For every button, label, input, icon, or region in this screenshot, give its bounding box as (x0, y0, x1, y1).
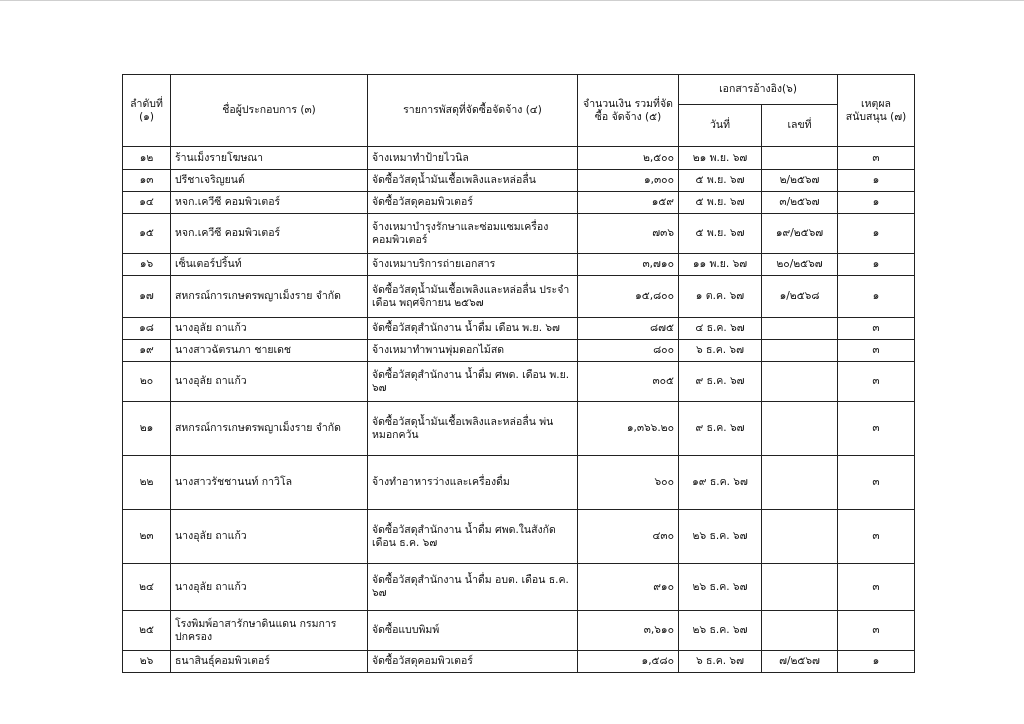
ref-date-cell: ๕ พ.ย. ๖๗ (679, 170, 762, 192)
ref-number-cell (762, 402, 838, 456)
item-cell: จัดซื้อวัสดุน้ำมันเชื้อเพลิงและหล่อลื่น พ่นหมอกควัน (368, 402, 578, 456)
vendor-cell: โรงพิมพ์อาสารักษาดินแดน กรมการปกครอง (171, 611, 368, 651)
row-number-cell: ๑๙ (123, 340, 171, 362)
amount-cell: ๑,๓๖๖.๒๐ (578, 402, 679, 456)
amount-cell: ๘๐๐ (578, 340, 679, 362)
row-number-cell: ๑๔ (123, 192, 171, 214)
table-body (123, 147, 915, 673)
vendor-cell: นางอุลัย ถาแก้ว (171, 362, 368, 402)
table-row (123, 147, 915, 170)
row-number-cell: ๒๔ (123, 564, 171, 611)
table-row (123, 340, 915, 362)
table-row (123, 170, 915, 192)
vendor-cell: หจก.เควีซี คอมพิวเตอร์ (171, 214, 368, 254)
table-row (123, 402, 915, 456)
vendor-cell: สหกรณ์การเกษตรพญาเม็งราย จำกัด (171, 276, 368, 318)
item-cell: จัดซื้อวัสดุน้ำมันเชื้อเพลิงและหล่อลื่น ประจำเดือน พฤศจิกายน ๒๕๖๗ (368, 276, 578, 318)
ref-number-cell (762, 611, 838, 651)
header-ref-number: เลขที่ (762, 105, 838, 147)
reason-cell: ๓ (838, 510, 915, 564)
table-row (123, 510, 915, 564)
header-vendor: ชื่อผู้ประกอบการ (๓) (171, 75, 368, 147)
item-cell: จ้างเหมาทำป้ายไวนิล (368, 147, 578, 170)
ref-date-cell: ๒๖ ธ.ค. ๖๗ (679, 510, 762, 564)
scan-edge-line (0, 0, 1024, 1)
header-amount: จำนวนเงิน รวมที่จัดซื้อ จัดจ้าง (๕) (578, 75, 679, 147)
item-cell: จัดซื้อวัสดุสำนักงาน น้ำดื่ม ศพด. เดือน พ.ย. ๖๗ (368, 362, 578, 402)
vendor-cell: ร้านเม็งรายโฆษณา (171, 147, 368, 170)
row-number-cell: ๑๒ (123, 147, 171, 170)
reason-cell: ๑ (838, 276, 915, 318)
item-cell: จัดซื้อแบบพิมพ์ (368, 611, 578, 651)
ref-number-cell (762, 456, 838, 510)
ref-number-cell (762, 318, 838, 340)
amount-cell: ๑,๓๐๐ (578, 170, 679, 192)
table-row (123, 192, 915, 214)
vendor-cell: นางอุลัย ถาแก้ว (171, 510, 368, 564)
reason-cell: ๑ (838, 651, 915, 673)
row-number-cell: ๑๓ (123, 170, 171, 192)
reason-cell: ๑ (838, 254, 915, 276)
reason-cell: ๓ (838, 147, 915, 170)
ref-date-cell: ๕ พ.ย. ๖๗ (679, 192, 762, 214)
ref-date-cell: ๑๑ พ.ย. ๖๗ (679, 254, 762, 276)
amount-cell: ๓,๖๑๐ (578, 611, 679, 651)
vendor-cell: ธนาสินธุ์คอมพิวเตอร์ (171, 651, 368, 673)
ref-date-cell: ๖ ธ.ค. ๖๗ (679, 340, 762, 362)
procurement-table (122, 74, 915, 673)
reason-cell: ๑ (838, 214, 915, 254)
ref-date-cell: ๖ ธ.ค. ๖๗ (679, 651, 762, 673)
ref-number-cell: ๑๙/๒๕๖๗ (762, 214, 838, 254)
reason-cell: ๓ (838, 318, 915, 340)
amount-cell: ๒,๕๐๐ (578, 147, 679, 170)
reason-cell: ๓ (838, 362, 915, 402)
ref-date-cell: ๙ ธ.ค. ๖๗ (679, 402, 762, 456)
reason-cell: ๓ (838, 340, 915, 362)
header-reason: เหตุผล สนับสนุน (๗) (838, 75, 915, 147)
row-number-cell: ๑๘ (123, 318, 171, 340)
row-number-cell: ๒๕ (123, 611, 171, 651)
ref-date-cell: ๔ ธ.ค. ๖๗ (679, 318, 762, 340)
table-row (123, 254, 915, 276)
ref-number-cell: ๓/๒๕๖๗ (762, 192, 838, 214)
reason-cell: ๓ (838, 564, 915, 611)
amount-cell: ๗๓๖ (578, 214, 679, 254)
header-ref-group: เอกสารอ้างอิง(๖) (679, 75, 838, 105)
item-cell: จ้างเหมาบำรุงรักษาและซ่อมแซมเครื่องคอมพิวเตอร์ (368, 214, 578, 254)
ref-number-cell (762, 340, 838, 362)
ref-number-cell (762, 510, 838, 564)
item-cell: จ้างทำอาหารว่างและเครื่องดื่ม (368, 456, 578, 510)
table-row (123, 611, 915, 651)
amount-cell: ๓,๗๑๐ (578, 254, 679, 276)
amount-cell: ๘๗๕ (578, 318, 679, 340)
reason-cell: ๓ (838, 456, 915, 510)
vendor-cell: หจก.เควีซี คอมพิวเตอร์ (171, 192, 368, 214)
amount-cell: ๑๕,๘๐๐ (578, 276, 679, 318)
header-ref-date: วันที่ (679, 105, 762, 147)
table-row (123, 651, 915, 673)
item-cell: จ้างเหมาทำพานพุ่มดอกไม้สด (368, 340, 578, 362)
ref-number-cell: ๒๐/๒๕๖๗ (762, 254, 838, 276)
ref-date-cell: ๑ ต.ค. ๖๗ (679, 276, 762, 318)
ref-date-cell: ๒๑ พ.ย. ๖๗ (679, 147, 762, 170)
ref-date-cell: ๒๖ ธ.ค. ๖๗ (679, 611, 762, 651)
ref-number-cell: ๒/๒๕๖๗ (762, 170, 838, 192)
ref-number-cell (762, 362, 838, 402)
ref-date-cell: ๕ พ.ย. ๖๗ (679, 214, 762, 254)
vendor-cell: เซ็นเตอร์ปริ้นท์ (171, 254, 368, 276)
amount-cell: ๔๓๐ (578, 510, 679, 564)
item-cell: จัดซื้อวัสดุน้ำมันเชื้อเพลิงและหล่อลื่น (368, 170, 578, 192)
amount-cell: ๓๐๕ (578, 362, 679, 402)
vendor-cell: นางอุลัย ถาแก้ว (171, 564, 368, 611)
item-cell: จัดซื้อวัสดุคอมพิวเตอร์ (368, 651, 578, 673)
row-number-cell: ๒๐ (123, 362, 171, 402)
row-number-cell: ๒๓ (123, 510, 171, 564)
amount-cell: ๖๐๐ (578, 456, 679, 510)
table-row (123, 214, 915, 254)
ref-date-cell: ๙ ธ.ค. ๖๗ (679, 362, 762, 402)
row-number-cell: ๒๑ (123, 402, 171, 456)
ref-number-cell (762, 564, 838, 611)
amount-cell: ๙๑๐ (578, 564, 679, 611)
vendor-cell: นางอุลัย ถาแก้ว (171, 318, 368, 340)
header-no: ลำดับที่ (๑) (123, 75, 171, 147)
reason-cell: ๓ (838, 402, 915, 456)
ref-number-cell: ๑/๒๕๖๘ (762, 276, 838, 318)
row-number-cell: ๑๕ (123, 214, 171, 254)
reason-cell: ๑ (838, 192, 915, 214)
vendor-cell: นางสาวฉัตรนภา ชายเดช (171, 340, 368, 362)
item-cell: จัดซื้อวัสดุสำนักงาน น้ำดื่ม อบต. เดือน ธ.ค. ๖๗ (368, 564, 578, 611)
item-cell: จัดซื้อวัสดุสำนักงาน น้ำดื่ม ศพด.ในสังกัด เดือน ธ.ค. ๖๗ (368, 510, 578, 564)
amount-cell: ๑,๕๘๐ (578, 651, 679, 673)
reason-cell: ๑ (838, 170, 915, 192)
table-row (123, 456, 915, 510)
reason-cell: ๓ (838, 611, 915, 651)
ref-number-cell: ๗/๒๕๖๗ (762, 651, 838, 673)
item-cell: จ้างเหมาบริการถ่ายเอกสาร (368, 254, 578, 276)
vendor-cell: สหกรณ์การเกษตรพญาเม็งราย จำกัด (171, 402, 368, 456)
row-number-cell: ๒๒ (123, 456, 171, 510)
amount-cell: ๑๕๙ (578, 192, 679, 214)
vendor-cell: ปรีชาเจริญยนต์ (171, 170, 368, 192)
ref-number-cell (762, 147, 838, 170)
vendor-cell: นางสาวรัชชานนท์ กาวิโล (171, 456, 368, 510)
table-row (123, 318, 915, 340)
item-cell: จัดซื้อวัสดุคอมพิวเตอร์ (368, 192, 578, 214)
item-cell: จัดซื้อวัสดุสำนักงาน น้ำดื่ม เดือน พ.ย. ๖๗ (368, 318, 578, 340)
row-number-cell: ๑๖ (123, 254, 171, 276)
row-number-cell: ๑๗ (123, 276, 171, 318)
table-row (123, 276, 915, 318)
ref-date-cell: ๑๙ ธ.ค. ๖๗ (679, 456, 762, 510)
ref-date-cell: ๒๖ ธ.ค. ๖๗ (679, 564, 762, 611)
table-row (123, 564, 915, 611)
row-number-cell: ๒๖ (123, 651, 171, 673)
header-items: รายการพัสดุที่จัดซื้อจัดจ้าง (๔) (368, 75, 578, 147)
table-row (123, 362, 915, 402)
